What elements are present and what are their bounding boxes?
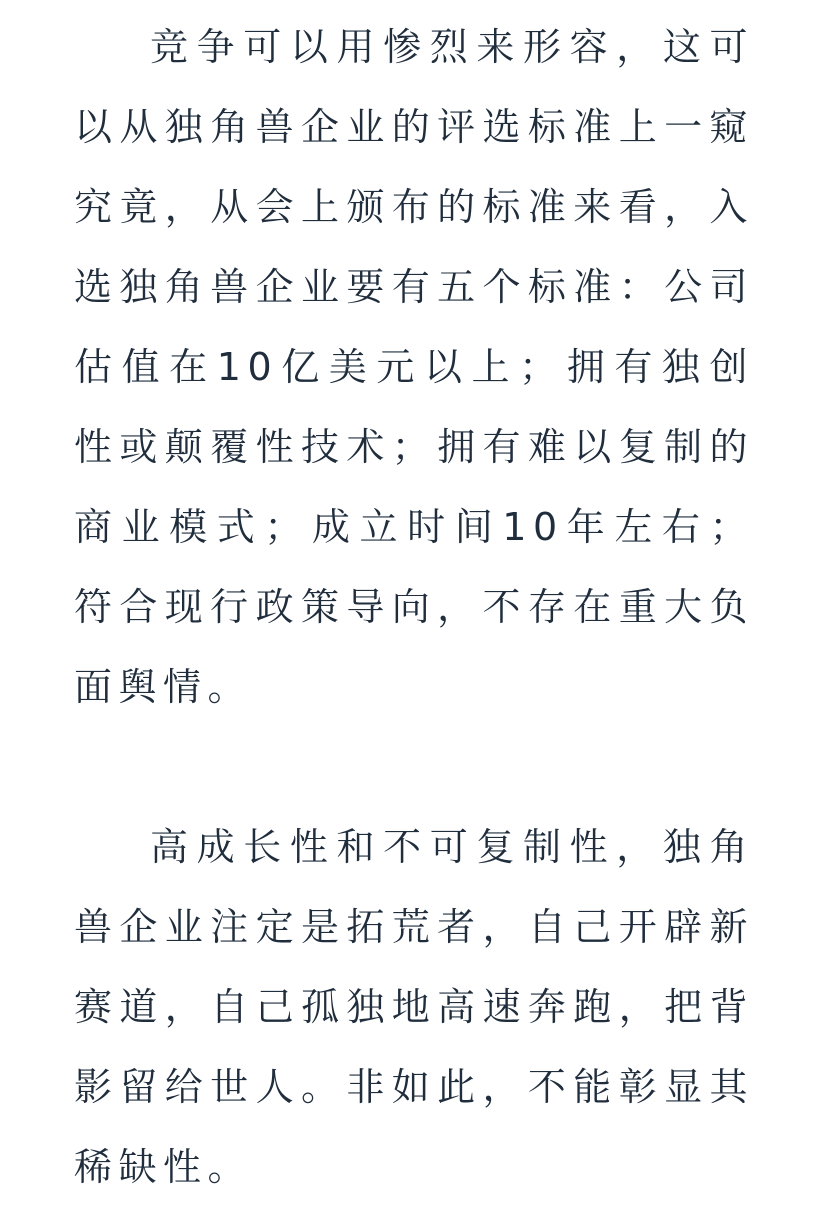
paragraph-competition-standards: 竞争可以用惨烈来形容，这可以从独角兽企业的评选标准上一窥究竟，从会上颁布的标准来看，入选独角兽企业要有五个标准：公司估值在10亿美元以上；拥有独创性或颠覆性技术；拥有难以复制的商业模式；成立时间10年左右；符合现行政策导向，不存在重大负面舆情。 <box>74 25 754 709</box>
paragraph-pioneers: 高成长性和不可复制性，独角兽企业注定是拓荒者，自己开辟新赛道，自己孤独地高速奔跑，把背影留给世人。非如此，不能彰显其稀缺性。 <box>74 825 754 1189</box>
article-body <box>74 7 754 1207</box>
